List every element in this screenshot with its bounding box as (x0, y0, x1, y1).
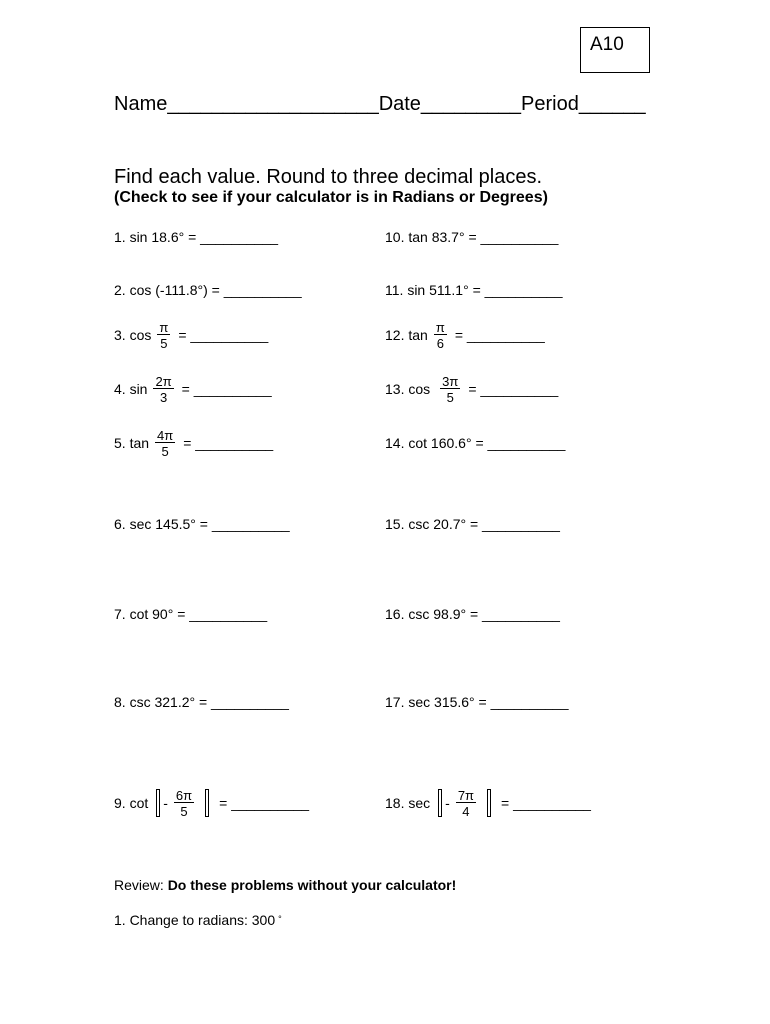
review-item-1 (114, 912, 282, 928)
fraction-numerator: π (435, 319, 445, 335)
worksheet-code: A10 (580, 27, 650, 73)
problem-6: 6. sec 145.5° = __________ (114, 516, 290, 532)
problem-13-suffix: = __________ (468, 381, 559, 397)
fraction-denominator: 5 (161, 443, 169, 459)
problem-7: 7. cot 90° = __________ (114, 606, 268, 622)
problem-13-fraction (440, 375, 460, 404)
problem-11: 11. sin 511.1° = __________ (385, 282, 563, 298)
instructions-subtitle: (Check to see if your calculator is in Radians or Degrees) (114, 189, 548, 206)
problem-12-suffix: = __________ (454, 327, 545, 343)
problem-18 (385, 783, 591, 823)
problem-3 (114, 315, 268, 355)
problem-12 (385, 315, 545, 355)
problem-4 (114, 369, 272, 409)
review-item-1-text: 1. Change to radians: 300 (114, 912, 276, 928)
problem-18-suffix: = __________ (501, 795, 591, 811)
problem-1: 1. sin 18.6° = __________ (114, 229, 279, 245)
problem-9-fraction (174, 789, 194, 818)
fraction-numerator: 4π (157, 427, 174, 443)
problem-18-fraction (456, 789, 476, 818)
problem-3-suffix: = __________ (178, 327, 269, 343)
fraction-numerator: π (159, 319, 169, 335)
instructions-title: Find each value. Round to three decimal places. (114, 166, 543, 188)
fraction-numerator: 2π (155, 373, 172, 389)
left-bracket-icon (438, 789, 442, 817)
right-bracket-icon (487, 789, 491, 817)
fraction-denominator: 5 (180, 803, 188, 819)
problem-3-prefix: 3. cos (114, 327, 152, 343)
review-heading (114, 877, 456, 893)
fraction-numerator: 7π (457, 787, 475, 803)
problem-9 (114, 783, 309, 823)
fraction-denominator: 6 (436, 335, 444, 351)
problem-3-fraction (157, 321, 170, 350)
problem-5 (114, 423, 273, 463)
right-bracket-icon (205, 789, 209, 817)
fraction-denominator: 5 (446, 389, 454, 405)
problem-16: 16. csc 98.9° = __________ (385, 606, 560, 622)
problem-14: 14. cot 160.6° = __________ (385, 435, 566, 451)
problem-9-sign: - (163, 795, 168, 811)
problem-5-fraction (155, 429, 175, 458)
name-date-period-line: Name___________________Date_________Period______ (114, 93, 646, 115)
problem-5-prefix: 5. tan (114, 435, 150, 451)
problem-8: 8. csc 321.2° = __________ (114, 694, 289, 710)
problem-12-fraction (434, 321, 447, 350)
problem-4-prefix: 4. sin (114, 381, 148, 397)
fraction-numerator: 6π (175, 787, 193, 803)
problem-17: 17. sec 315.6° = __________ (385, 694, 569, 710)
problem-13-prefix: 13. cos (385, 381, 431, 397)
problem-13 (385, 369, 558, 409)
problem-15: 15. csc 20.7° = __________ (385, 516, 560, 532)
review-label: Review: (114, 877, 168, 893)
review-instruction: Do these problems without your calculator! (167, 877, 457, 893)
problem-9-prefix: 9. cot (114, 795, 149, 811)
fraction-denominator: 3 (159, 389, 168, 405)
problem-18-sign: - (445, 795, 450, 811)
problem-10: 10. tan 83.7° = __________ (385, 229, 559, 245)
left-bracket-icon (156, 789, 160, 817)
problem-2: 2. cos (-111.8°) = __________ (114, 282, 302, 298)
fraction-numerator: 3π (442, 373, 459, 389)
problem-9-suffix: = __________ (219, 795, 310, 811)
degree-mark: ° (278, 914, 282, 924)
problem-12-prefix: 12. tan (385, 327, 428, 343)
problem-4-fraction (153, 375, 173, 404)
problem-4-suffix: = __________ (181, 381, 272, 397)
fraction-denominator: 5 (160, 335, 168, 351)
fraction-denominator: 4 (462, 803, 470, 819)
problem-18-prefix: 18. sec (385, 795, 431, 811)
problem-5-suffix: = __________ (183, 435, 274, 451)
